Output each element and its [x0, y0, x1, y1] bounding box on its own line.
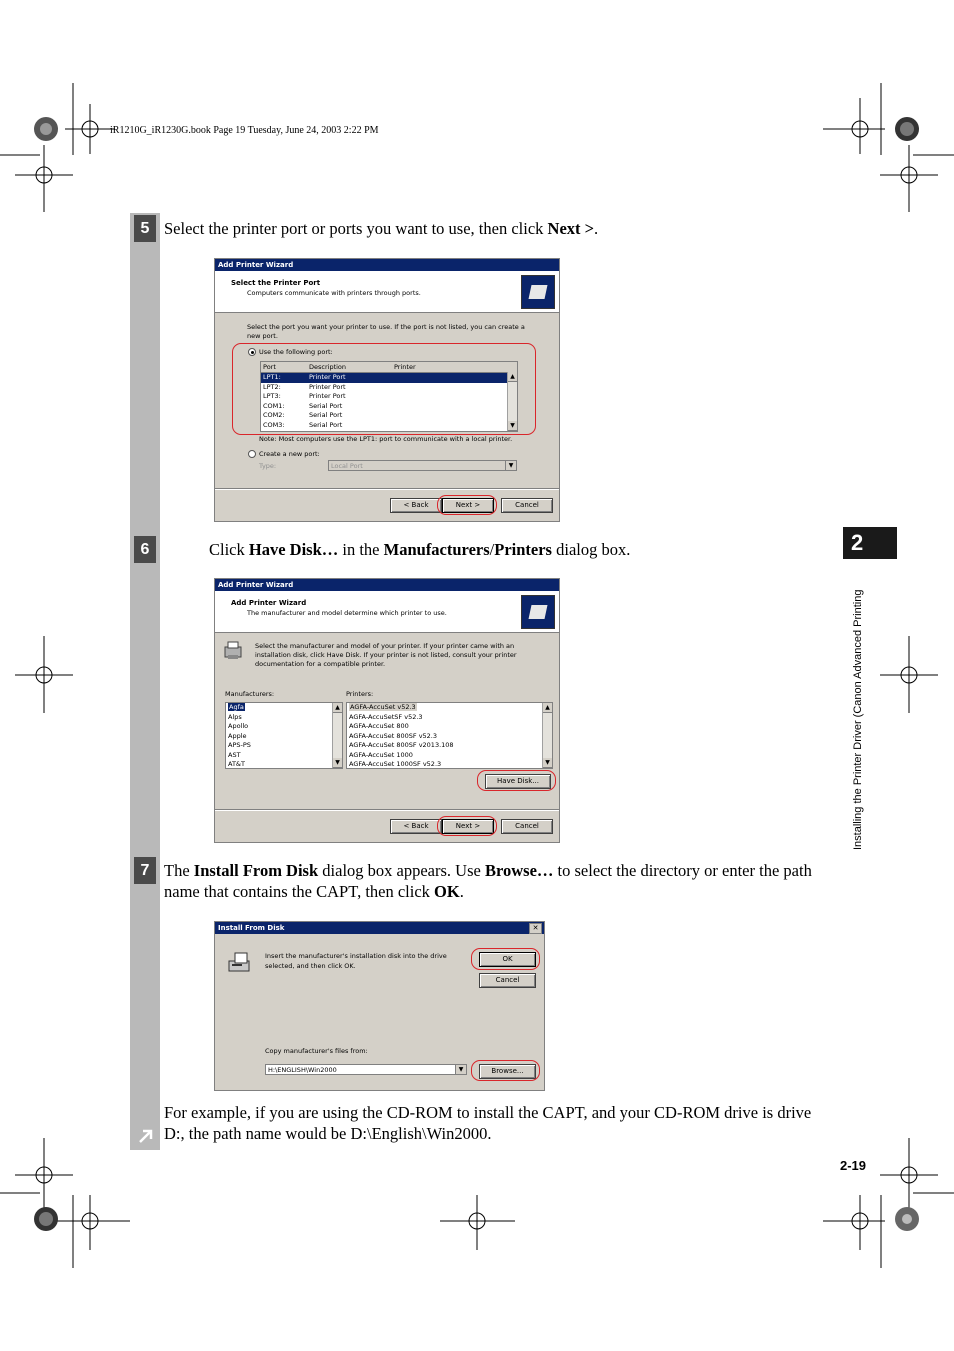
dialog-subheading: Computers communicate with printers through ports.: [247, 289, 421, 297]
model-instruction: Select the manufacturer and model of your printer. If your printer came with an installation disk, click Have Disk. If your printer is not listed, consult your printer documentation for a compatible printer.: [255, 642, 517, 668]
list-item[interactable]: Apollo: [228, 722, 249, 730]
list-item[interactable]: Alps: [228, 712, 242, 721]
port-row[interactable]: COM1: Serial Port: [263, 401, 343, 410]
highlight-port-list: [232, 343, 536, 435]
printers-list[interactable]: [346, 702, 553, 769]
list-item[interactable]: AGFA-AccuSet 800: [349, 722, 409, 730]
disk-message: Insert the manufacturer's installation disk into the drive selected, and then click OK.: [265, 952, 447, 970]
scroll-up-icon[interactable]: ▲: [333, 703, 342, 713]
next-button[interactable]: Next >: [442, 819, 494, 834]
scroll-up-icon[interactable]: ▲: [543, 703, 552, 713]
book-info-header: iR1210G_iR1230G.book Page 19 Tuesday, June 24, 2003 2:22 PM: [110, 125, 379, 136]
path-value: H:\ENGLISH\Win2000: [268, 1066, 337, 1074]
browse-button[interactable]: Browse...: [479, 1064, 536, 1079]
ok-button[interactable]: OK: [479, 952, 536, 967]
dialog-title: Add Printer Wizard: [215, 579, 559, 591]
list-item[interactable]: AGFA-AccuSet 800SF v52.3: [349, 731, 438, 740]
list-item[interactable]: AT&T: [228, 760, 245, 768]
dialog-subheading: The manufacturer and model determine which printer to use.: [247, 609, 447, 617]
dropdown-arrow-icon: ▼: [505, 461, 516, 470]
divider: [215, 488, 559, 490]
port-type-select[interactable]: [328, 460, 517, 471]
scroll-down-icon[interactable]: ▼: [333, 758, 342, 768]
port-row[interactable]: COM2: Serial Port: [263, 411, 343, 419]
list-item[interactable]: APS-PS: [228, 741, 251, 749]
create-port-label: Create a new port:: [259, 450, 320, 458]
highlight-browse: [471, 1060, 540, 1081]
highlight-have-disk: [477, 770, 556, 791]
printer-wizard-icon: [521, 595, 555, 629]
port-row[interactable]: COM3: Serial Port: [263, 420, 343, 429]
dialog-title: [215, 922, 544, 934]
col-printer[interactable]: Printer: [394, 363, 416, 371]
create-port-radio[interactable]: [248, 450, 256, 458]
list-item[interactable]: AGFA-AccuSet 800SF v2013.108: [349, 741, 454, 749]
port-row[interactable]: LPT3: Printer Port: [263, 392, 346, 400]
list-item[interactable]: Agfa: [229, 703, 244, 711]
step-7-text: The Install From Disk dialog box appears. Use Browse… to select the directory or enter the path name that contains the CAPT, then click OK.: [164, 861, 812, 901]
list-item[interactable]: AGFA-AccuSetSF v52.3: [349, 712, 423, 721]
dialog-header: [215, 591, 559, 633]
dialog-printer-port: [214, 258, 560, 522]
path-example-note: For example, if you are using the CD-ROM to install the CAPT, and your CD-ROM drive is drive D:, the path name would be D:\English\Win2000.: [164, 1103, 812, 1143]
dialog-title: Add Printer Wizard: [215, 259, 559, 271]
back-button[interactable]: < Back: [390, 498, 442, 513]
port-instruction: Select the port you want your printer to use. If the port is not listed, you can create a new port.: [247, 323, 525, 340]
scroll-down-icon[interactable]: ▼: [508, 421, 517, 431]
highlight-next: [437, 495, 497, 515]
next-button[interactable]: Next >: [442, 498, 494, 513]
step-6-text: Click Have Disk… in the Manufacturers/Printers dialog box.: [209, 540, 631, 559]
cancel-button[interactable]: Cancel: [479, 973, 536, 988]
divider: [215, 809, 559, 811]
dropdown-arrow-icon[interactable]: ▼: [455, 1065, 466, 1074]
list-item[interactable]: AGFA-AccuSet v52.3: [350, 703, 416, 711]
list-item[interactable]: Apple: [228, 731, 247, 740]
list-item[interactable]: AGFA-AccuSet 1000SF v52.3: [349, 760, 442, 768]
cancel-button[interactable]: Cancel: [501, 498, 553, 513]
step-5-text: Select the printer port or ports you want to use, then click Next >.: [164, 219, 599, 238]
dialog-heading: Add Printer Wizard: [231, 599, 307, 607]
port-note: Note: Most computers use the LPT1: port to communicate with a local printer.: [259, 435, 513, 443]
path-input[interactable]: [265, 1064, 467, 1075]
printer-disk-icon: [223, 641, 245, 661]
copy-from-label: Copy manufacturer's files from:: [265, 1047, 368, 1055]
use-port-label: Use the following port:: [259, 348, 333, 356]
printers-label: Printers:: [346, 690, 374, 698]
manufacturers-scrollbar[interactable]: [332, 703, 342, 768]
reference-arrow-icon: [135, 1125, 157, 1147]
printers-scrollbar[interactable]: [542, 703, 552, 768]
dialog-heading: Select the Printer Port: [231, 279, 321, 287]
port-type-value: Local Port: [331, 462, 363, 470]
manufacturers-label: Manufacturers:: [225, 690, 275, 698]
list-item[interactable]: AGFA-AccuSet 1000: [349, 750, 413, 759]
step-5-number: 5: [134, 215, 156, 242]
printer-wizard-icon: [521, 275, 555, 309]
step-sidebar: [130, 213, 160, 1150]
highlight-ok: [471, 948, 540, 970]
scroll-up-icon[interactable]: ▲: [508, 372, 517, 382]
dialog-title-text: Install From Disk: [218, 924, 285, 932]
chapter-tab: 2: [843, 527, 897, 559]
dialog-header: [215, 271, 559, 313]
step-6-number: 6: [134, 536, 156, 563]
col-port[interactable]: Port: [263, 363, 276, 371]
scroll-down-icon[interactable]: ▼: [543, 758, 552, 768]
have-disk-button[interactable]: Have Disk...: [485, 774, 551, 789]
dialog-printer-model: [214, 578, 560, 843]
close-icon[interactable]: ✕: [529, 923, 542, 934]
page-number: 2-19: [840, 1158, 867, 1173]
col-description[interactable]: Description: [309, 363, 347, 371]
dialog-install-from-disk: [214, 921, 545, 1091]
highlight-next: [437, 816, 497, 836]
manufacturers-list[interactable]: [225, 702, 343, 769]
list-item[interactable]: AST: [228, 750, 241, 759]
back-button[interactable]: < Back: [390, 819, 442, 834]
step-7-number: 7: [134, 857, 156, 884]
disk-drive-icon: [227, 952, 253, 974]
port-row[interactable]: LPT2: Printer Port: [263, 382, 346, 391]
cancel-button[interactable]: Cancel: [501, 819, 553, 834]
chapter-side-title: Installing the Printer Driver (Canon Advanced Printing: [852, 589, 864, 850]
port-row[interactable]: LPT1: Printer Port: [261, 373, 507, 383]
type-label: Type:: [259, 462, 277, 470]
